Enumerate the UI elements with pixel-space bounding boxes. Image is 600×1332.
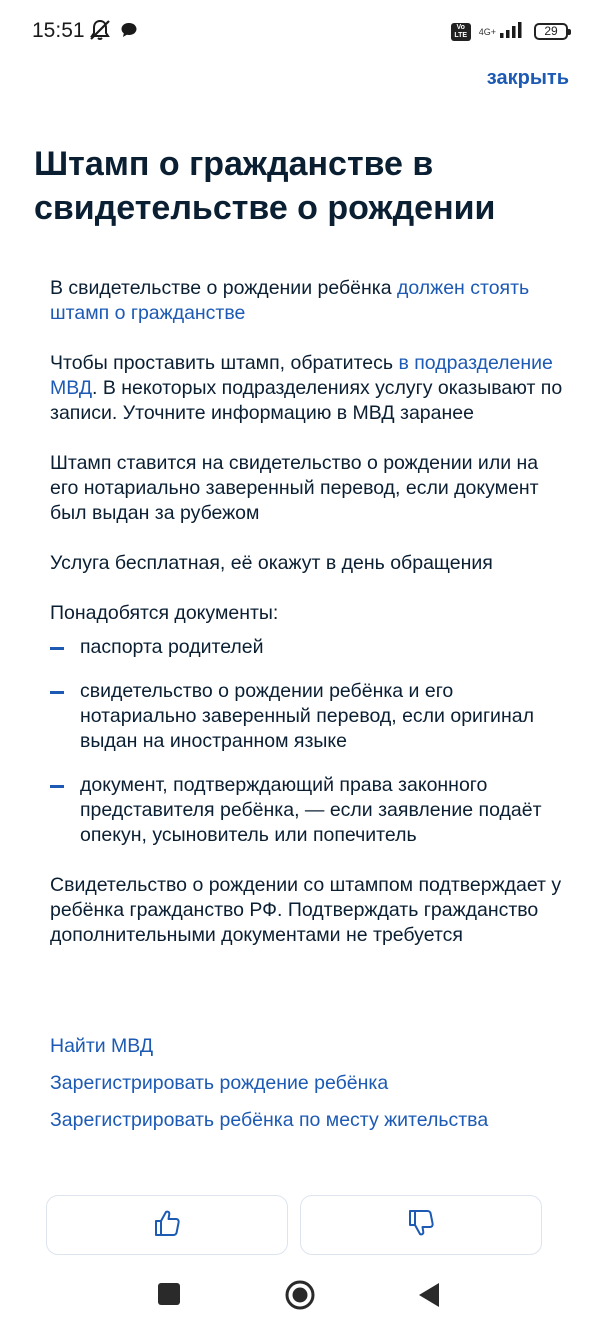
thumbs-down-icon [405,1207,437,1244]
dash-bullet [50,691,64,694]
feedback-bar [46,1195,542,1255]
network-type: 4G+ [478,26,496,37]
signal-icon [500,20,526,43]
paragraph-contact-mvd: Чтобы проставить штамп, обратитесь в подразделение МВД. В некоторых подразделениях услугу оказывают по записи. Уточните информацию в МВД заранее [50,352,563,424]
thumbs-up-icon [151,1207,183,1244]
back-triangle-icon [417,1281,441,1309]
docs-heading: Понадобятся документы: [50,602,279,624]
system-nav-bar [0,1266,600,1326]
close-button[interactable]: закрыть [486,67,569,89]
paragraph-free-service: Услуга бесплатная, её окажут в день обращения [50,552,493,574]
list-item: паспорта родителей [50,635,565,660]
mute-icon [88,19,112,46]
related-links [50,1033,488,1144]
find-mvd-link[interactable]: Найти МВД [50,1035,154,1057]
paragraph-stamp-required: В свидетельстве о рождении ребёнка должен стоять штамп о гражданстве [50,277,530,324]
chat-icon [120,21,138,44]
status-time: 15:51 [32,19,85,42]
home-circle-icon [284,1279,316,1311]
stamp-required-link[interactable]: должен стоять штамп о гражданстве [50,277,530,324]
mvd-department-link[interactable]: в подразделение МВД [50,352,553,399]
status-right-icons [451,20,568,43]
dash-bullet [50,785,64,788]
main-content [50,276,565,973]
status-bar [0,0,600,64]
page-title: Штамп о гражданстве в свидетельстве о рождении [34,145,496,227]
battery-icon: 29 [534,23,568,40]
documents-list [50,635,565,848]
home-button[interactable] [284,1279,316,1316]
list-item: свидетельство о рождении ребёнка и его нотариально заверенный перевод, если оригинал выдан на иностранном языке [50,679,565,754]
paragraph-citizenship-confirmation: Свидетельство о рождении со штампом подтверждает у ребёнка гражданство РФ. Подтверждать гражданство дополнительными документами не требуется [50,874,562,946]
back-button[interactable] [417,1281,441,1314]
volte-icon: Vo LTE [451,23,471,41]
register-residence-link[interactable]: Зарегистрировать ребёнка по месту жительства [50,1109,489,1131]
recents-button[interactable] [158,1283,180,1305]
status-left-icons [88,19,138,46]
like-button[interactable] [46,1195,288,1255]
dash-bullet [50,647,64,650]
paragraph-stamp-placement: Штамп ставится на свидетельство о рождении или на его нотариально заверенный перевод, если документ был выдан за рубежом [50,452,539,524]
dislike-button[interactable] [300,1195,542,1255]
list-item: документ, подтверждающий права законного представителя ребёнка, — если заявление подаёт опекун, усыновитель или попечитель [50,773,565,848]
register-birth-link[interactable]: Зарегистрировать рождение ребёнка [50,1072,389,1094]
